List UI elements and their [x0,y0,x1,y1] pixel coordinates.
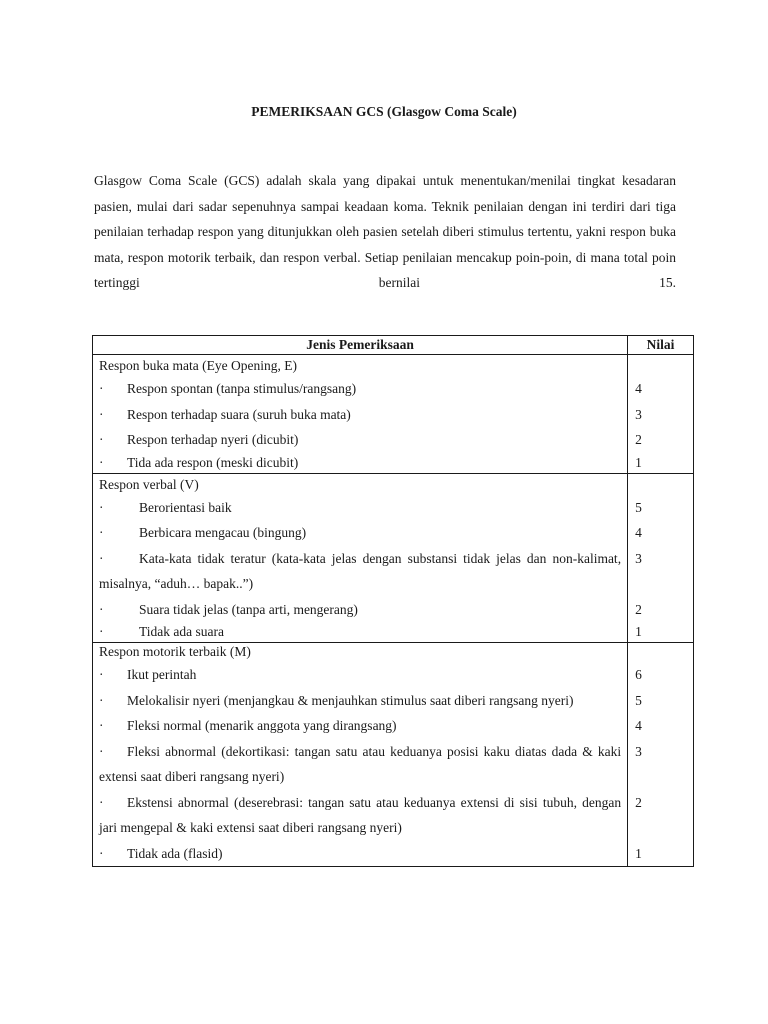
gcs-table [92,335,694,867]
bullet: · [99,550,104,566]
score-value: 4 [635,525,642,540]
group-eye-opening [93,355,694,474]
list-item: · Berbicara mengacau (bingung) [99,520,621,546]
bullet: · [99,454,104,470]
list-item: · Fleksi normal (menarik anggota yang dirangsang) [99,713,621,739]
list-item: · Tidak ada (flasid) [99,841,621,867]
group-heading: Respon verbal (V) [99,476,199,492]
bullet: · [99,624,104,639]
list-item: · Fleksi abnormal (dekortikasi: tangan satu atau keduanya posisi kaku diatas dada & kaki extensi saat diberi rangsang nyeri) [99,739,621,790]
group-heading: Respon motorik terbaik (M) [99,644,251,659]
bullet: · [99,718,104,733]
score-value: 2 [635,601,642,617]
list-item: · Ekstensi abnormal (deserebrasi: tangan satu atau keduanya extensi di sisi tubuh, dengan jari mengepal & kaki extensi saat diberi rangsang nyeri) [99,790,621,841]
page-title: PEMERIKSAAN GCS (Glasgow Coma Scale) [251,104,517,119]
list-item: · Ikut perintah [99,662,621,688]
score-value: 1 [635,624,642,639]
bullet: · [99,845,104,861]
bullet: · [99,601,104,617]
score-value: 5 [635,692,642,708]
group-verbal [93,473,694,643]
score-value: 3 [635,406,642,422]
bullet: · [99,743,104,759]
header-nilai: Nilai [628,336,694,355]
list-item: · Tida ada respon (meski dicubit) [99,453,621,473]
score-value: 6 [635,667,642,682]
score-value: 5 [635,499,642,515]
intro-paragraph: Glasgow Coma Scale (GCS) adalah skala yang dipakai untuk menentukan/menilai tingkat kesadaran pasien, mulai dari sadar sepenuhnya sampai keadaan koma. Teknik penilaian dengan ini terdiri dari tiga penilaian terhadap respon yang ditunjukkan oleh pasien setelah diberi stimulus tertentu, yakni respon buka mata, respon motorik terbaik, dan respon verbal. Setiap penilaian mencakup poin-poin, di mana total poin tertinggi bernilai 15. [94,173,676,290]
list-item: · Kata-kata tidak teratur (kata-kata jelas dengan substansi tidak jelas dan non-kalimat, misalnya, “aduh… bapak..”) [99,546,621,597]
score-value: 2 [635,794,642,810]
list-item: · Respon spontan (tanpa stimulus/rangsang) [99,376,621,402]
bullet: · [99,794,104,810]
score-value: 3 [635,550,642,566]
list-item: · Respon terhadap nyeri (dicubit) [99,427,621,453]
bullet: · [99,692,104,708]
bullet: · [99,381,104,396]
list-item: · Tidak ada suara [99,622,621,642]
score-value: 1 [635,454,642,470]
bullet: · [99,499,104,515]
list-item: · Respon terhadap suara (suruh buka mata) [99,402,621,428]
score-value: 2 [635,432,642,447]
bullet: · [99,406,104,422]
group-motor [93,643,694,867]
score-value: 4 [635,381,642,396]
list-item: · Suara tidak jelas (tanpa arti, mengerang) [99,597,621,623]
bullet: · [99,432,104,447]
header-jenis-pemeriksaan: Jenis Pemeriksaan [93,336,628,355]
bullet: · [99,667,104,682]
bullet: · [99,525,104,540]
score-value: 3 [635,743,642,759]
list-item: · Berorientasi baik [99,495,621,521]
score-value: 1 [635,845,642,861]
group-heading: Respon buka mata (Eye Opening, E) [99,358,297,373]
score-value: 4 [635,718,642,733]
list-item: · Melokalisir nyeri (menjangkau & menjauhkan stimulus saat diberi rangsang nyeri) [99,688,621,714]
table-header-row [93,336,694,355]
